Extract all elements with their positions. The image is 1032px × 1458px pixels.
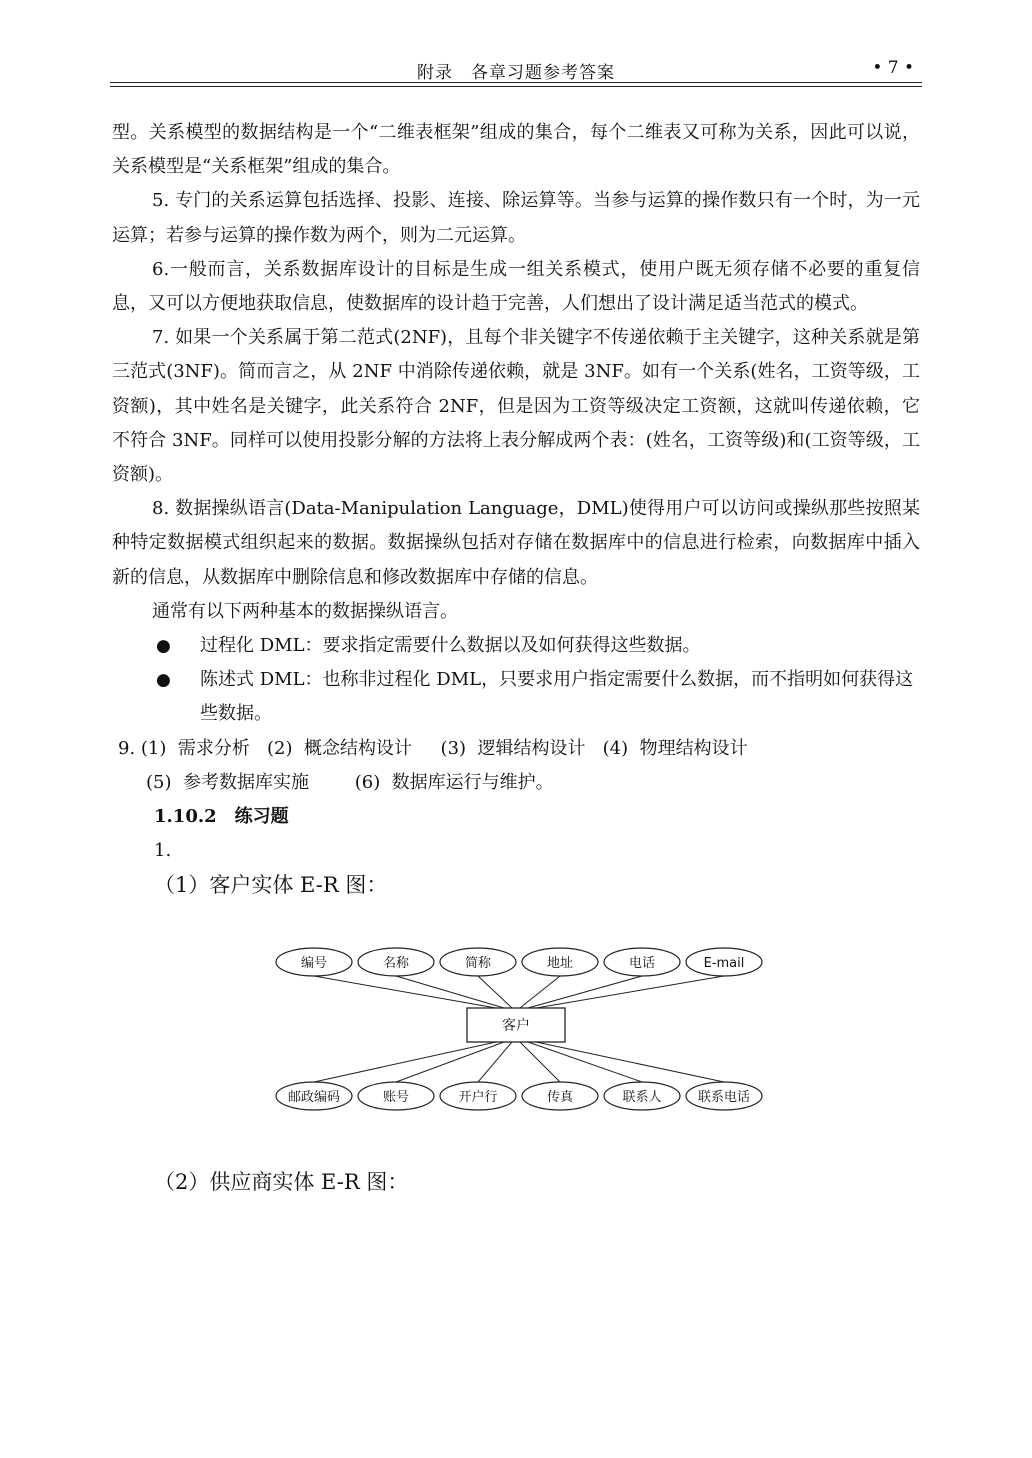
section-title: 练习题 <box>234 806 289 828</box>
connector-line <box>528 1042 642 1082</box>
entity-label: 客户 <box>502 1018 530 1034</box>
top-attribute-label: 名称 <box>382 956 410 971</box>
bullet-item <box>112 663 920 731</box>
top-attribute-label: 编号 <box>300 956 328 971</box>
connector-line <box>314 1042 496 1082</box>
connector-line <box>396 976 504 1008</box>
exercise-number: 1. <box>154 840 172 862</box>
caption-supplier-er: （2）供应商实体 E-R 图： <box>154 1170 409 1194</box>
section-heading <box>112 800 920 834</box>
bottom-attribute-label: 邮政编码 <box>287 1090 341 1105</box>
caption-customer-er: （1）客户实体 E-R 图： <box>154 873 388 898</box>
header-rule <box>110 82 922 83</box>
header-title: 附录 各章习题参考答案 <box>417 63 615 83</box>
paragraph-8-intro: 通常有以下两种基本的数据操纵语言。 <box>152 600 458 622</box>
bullet-icon: ● <box>156 636 171 657</box>
bullet-icon: ● <box>156 670 171 691</box>
connector-line <box>520 1042 560 1082</box>
connector-line <box>396 1042 504 1082</box>
paragraph-6: 6.一般而言，关系数据库设计的目标是生成一组关系模式，使用户既无须存储不必要的重复信息，又可以方便地获取信息，使数据库的设计趋于完善，人们想出了设计满足适当范式的模式。 <box>112 258 920 315</box>
paragraph-5: 5. 专门的关系运算包括选择、投影、连接、除运算等。当参与运算的操作数只有一个时，为一元运算；若参与运算的操作数为两个，则为二元运算。 <box>112 190 920 246</box>
bullet-text: 陈述式 DML：也称非过程化 DML，只要求用户指定需要什么数据，而不指明如何获得这些数据。 <box>200 669 914 725</box>
top-attribute-label: 地址 <box>546 956 574 971</box>
bottom-attribute-label: 联系人 <box>622 1090 662 1105</box>
page-number: • 7 • <box>872 58 914 78</box>
connector-line <box>478 1042 512 1082</box>
design-steps-line-1: 9. (1) 需求分析 (2) 概念结构设计 (3) 逻辑结构设计 (4) 物理结构设计 <box>118 737 748 759</box>
connector-line <box>478 976 512 1008</box>
connector-line <box>528 976 642 1008</box>
connector-line <box>536 976 724 1008</box>
connector-line <box>314 976 496 1008</box>
paragraph-8: 8. 数据操纵语言(Data-Manipulation Language，DML)使得用户可以访问或操纵那些按照某种特定数据模式组织起来的数据。数据操纵包括对存储在数据库中的信息进行检索，向数据库中插入新的信息，从数据库中删除信息和修改数据库中存储的信息。 <box>112 498 920 588</box>
customer-er-diagram <box>272 944 772 1114</box>
bullet-text: 过程化 DML：要求指定需要什么数据以及如何获得这些数据。 <box>200 635 701 657</box>
top-attribute-label: 电话 <box>628 956 656 971</box>
bottom-attribute-label: 账号 <box>382 1090 410 1105</box>
paragraph-7: 7. 如果一个关系属于第二范式(2NF)，且每个非关键字不传递依赖于主关键字，这种关系就是第三范式(3NF)。简而言之，从 2NF 中消除传递依赖，就是 3NF。如有一个关系(姓名，工资等级，工资额)，其中姓名是关键字，此关系符合 2NF，但是因为工资等级决定工资额，这就叫传递依赖，它不符合 3NF。同样可以使用投影分解的方法将上表分解成两个表：(姓名，工资等级)和(工资等级，工资额)。 <box>112 327 920 486</box>
design-steps-line-2: (5) 参考数据库实施 (6) 数据库运行与维护。 <box>146 771 554 793</box>
bullet-item <box>112 629 920 663</box>
bottom-attribute-label: 联系电话 <box>697 1090 751 1105</box>
connector-line <box>520 976 560 1008</box>
page-header <box>110 52 922 82</box>
body-text <box>112 116 920 903</box>
connector-line <box>536 1042 724 1082</box>
section-number: 1.10.2 <box>154 806 217 828</box>
top-attribute-label: E-mail <box>703 956 745 971</box>
paragraph-1: 型。关系模型的数据结构是一个“二维表框架”组成的集合，每个二维表又可称为关系，因此可以说，关系模型是“关系框架”组成的集合。 <box>112 122 920 178</box>
bottom-attribute-label: 开户行 <box>458 1090 498 1105</box>
bottom-attribute-label: 传真 <box>546 1090 574 1105</box>
top-attribute-label: 简称 <box>464 956 492 971</box>
header-rule-thin <box>110 86 922 87</box>
